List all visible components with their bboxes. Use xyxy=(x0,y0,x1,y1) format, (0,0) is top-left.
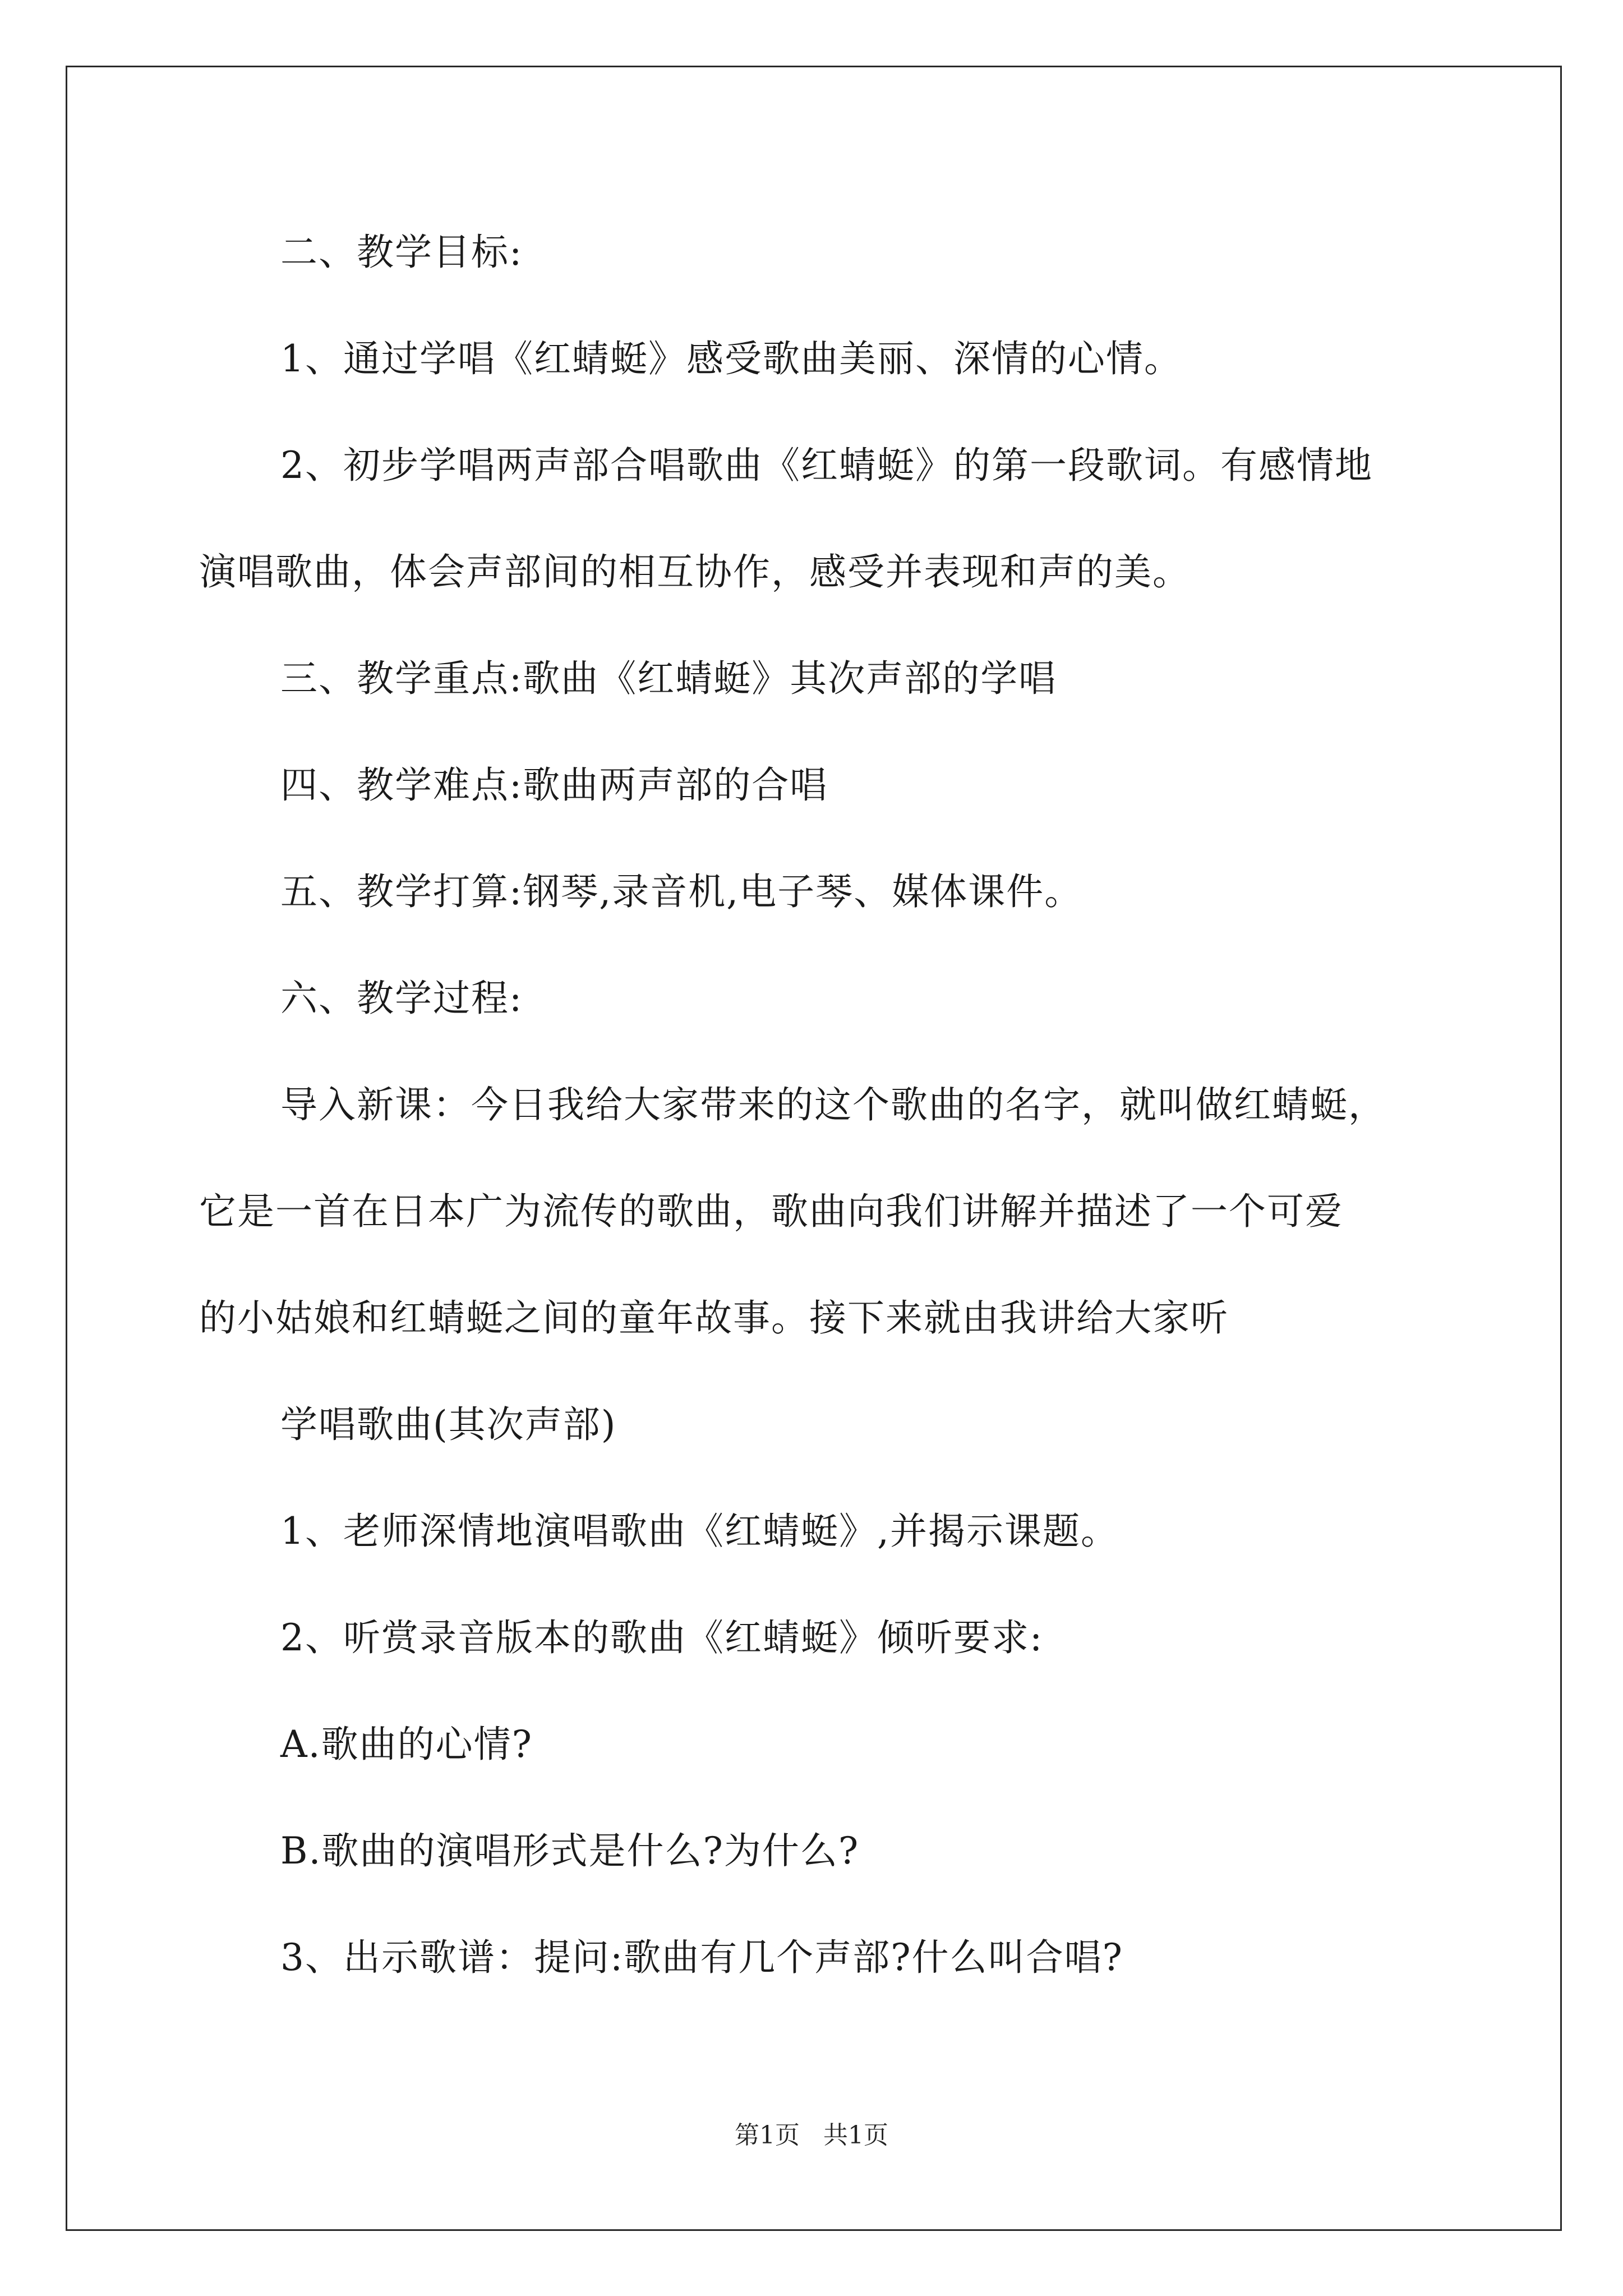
section-heading-difficulties: 四、教学难点:歌曲两声部的合唱 xyxy=(280,763,828,807)
paragraph-line: 的小姑娘和红蜻蜓之间的童年故事。接下来就由我讲给大家听 xyxy=(199,1296,1229,1340)
section-heading-key-points: 三、教学重点:歌曲《红蜻蜓》其次声部的学唱 xyxy=(280,657,1057,700)
page-total: 共1页 xyxy=(823,2121,888,2150)
paragraph-line: 1、通过学唱《红蜻蜓》感受歌曲美丽、深情的心情。 xyxy=(280,337,1182,380)
page-border xyxy=(66,66,1562,2231)
subheading-learn-song: 学唱歌曲(其次声部) xyxy=(280,1403,617,1446)
paragraph-line: 2、初步学唱两声部合唱歌曲《红蜻蜓》的第一段歌词。有感情地 xyxy=(280,444,1373,487)
paragraph-line: 导入新课：今日我给大家带来的这个歌曲的名字，就叫做红蜻蜓， xyxy=(280,1083,1386,1126)
list-item: B.歌曲的演唱形式是什么?为什么? xyxy=(280,1829,860,1872)
section-heading-objectives: 二、教学目标: xyxy=(280,231,523,274)
list-item: 2、听赏录音版本的歌曲《红蜻蜓》倾听要求: xyxy=(280,1616,1044,1659)
page-footer xyxy=(0,2123,1623,2148)
list-item: 1、老师深情地演唱歌曲《红蜻蜓》,并揭示课题。 xyxy=(280,1510,1119,1553)
paragraph-line: 它是一首在日本广为流传的歌曲，歌曲向我们讲解并描述了一个可爱 xyxy=(199,1190,1343,1233)
list-item: A.歌曲的心情? xyxy=(280,1723,533,1766)
list-item: 3、出示歌谱：提问:歌曲有几个声部?什么叫合唱? xyxy=(280,1936,1123,1979)
page-number: 第1页 xyxy=(735,2121,800,2150)
section-heading-preparation: 五、教学打算:钢琴,录音机,电子琴、媒体课件。 xyxy=(280,870,1083,913)
paragraph-line: 演唱歌曲，体会声部间的相互协作，感受并表现和声的美。 xyxy=(199,550,1191,593)
section-heading-process: 六、教学过程: xyxy=(280,977,523,1020)
